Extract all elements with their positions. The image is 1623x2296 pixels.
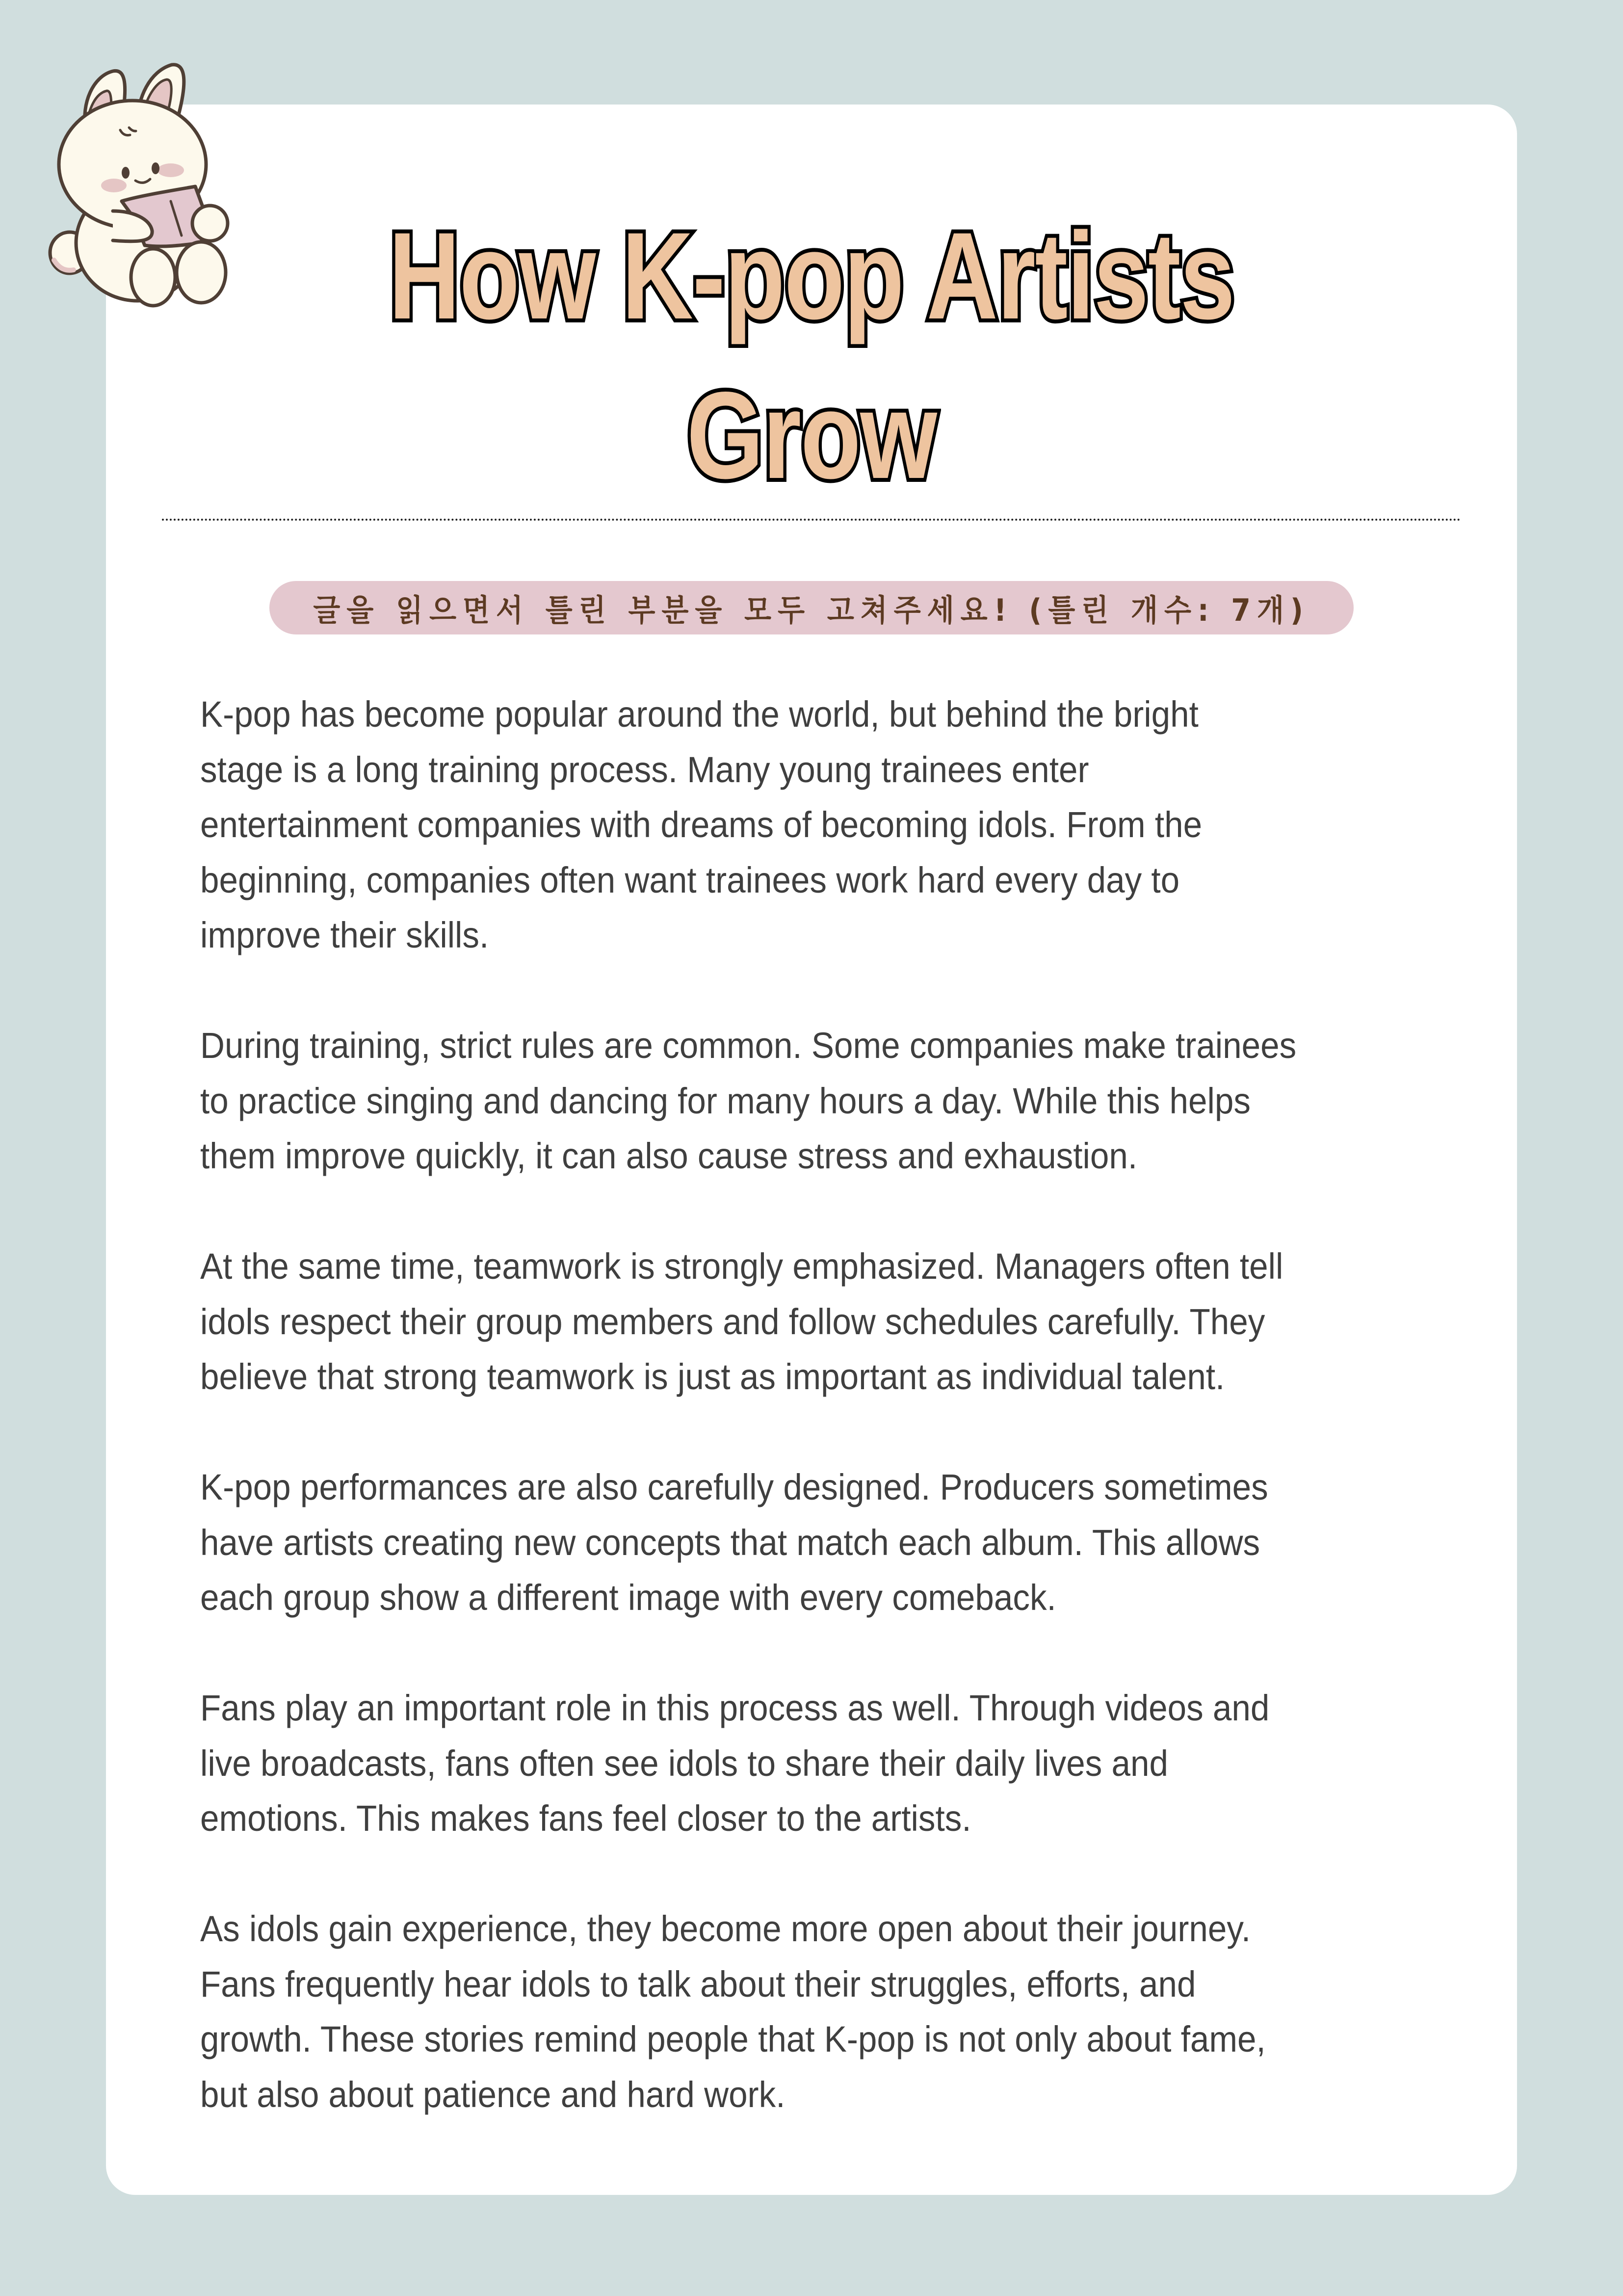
text-line: stage is a long training process. Many young trainees enter: [200, 749, 1089, 790]
text-line: them improve quickly, it can also cause stress and exhaustion.: [200, 1135, 1138, 1176]
article-body: [200, 687, 1456, 2178]
text-line: As idols gain experience, they become more open about their journey.: [200, 1908, 1251, 1949]
text-line: to practice singing and dancing for many hours a day. While this helps: [200, 1080, 1251, 1121]
text-line: improve their skills.: [200, 915, 489, 955]
paragraph-2: [200, 1018, 1456, 1184]
instruction-banner: [269, 581, 1354, 634]
paragraph-6: [200, 1901, 1456, 2122]
text-line: During training, strict rules are common. Some companies make trainees: [200, 1025, 1297, 1066]
paragraph-4: [200, 1460, 1456, 1626]
text-line: believe that strong teamwork is just as important as individual talent.: [200, 1356, 1225, 1397]
instruction-text: 글을 읽으면서 틀린 부분을 모두 고쳐주세요! (틀린 개수: 7개): [313, 592, 1310, 628]
text-line: idols respect their group members and follow schedules carefully. They: [200, 1301, 1265, 1342]
text-line: but also about patience and hard work.: [200, 2074, 785, 2115]
text-line: Fans frequently hear idols to talk about their struggles, efforts, and: [200, 1963, 1196, 2005]
text-line: K-pop performances are also carefully designed. Producers sometimes: [200, 1467, 1268, 1507]
title-line-1: How K-pop Artists: [389, 207, 1234, 345]
text-line: live broadcasts, fans often see idols to share their daily lives and: [200, 1742, 1168, 1784]
text-line: have artists creating new concepts that match each album. This allows: [200, 1522, 1260, 1563]
text-line: At the same time, teamwork is strongly emphasized. Managers often tell: [200, 1246, 1283, 1287]
title-line-2: Grow: [686, 367, 937, 504]
paragraph-5: [200, 1681, 1456, 1847]
text-line: emotions. This makes fans feel closer to the artists.: [200, 1798, 971, 1839]
text-line: K-pop has become popular around the world, but behind the bright: [200, 694, 1199, 735]
text-line: each group show a different image with every comeback.: [200, 1577, 1056, 1618]
text-line: entertainment companies with dreams of becoming idols. From the: [200, 804, 1203, 845]
text-line: beginning, companies often want trainees work hard every day to: [200, 859, 1180, 900]
paragraph-3: [200, 1239, 1456, 1405]
text-line: growth. These stories remind people that K-pop is not only about fame,: [200, 2019, 1266, 2059]
text-line: Fans play an important role in this process as well. Through videos and: [200, 1688, 1270, 1728]
dotted-divider: [162, 519, 1461, 521]
page-title: [0, 196, 1623, 515]
paragraph-1: [200, 687, 1456, 963]
